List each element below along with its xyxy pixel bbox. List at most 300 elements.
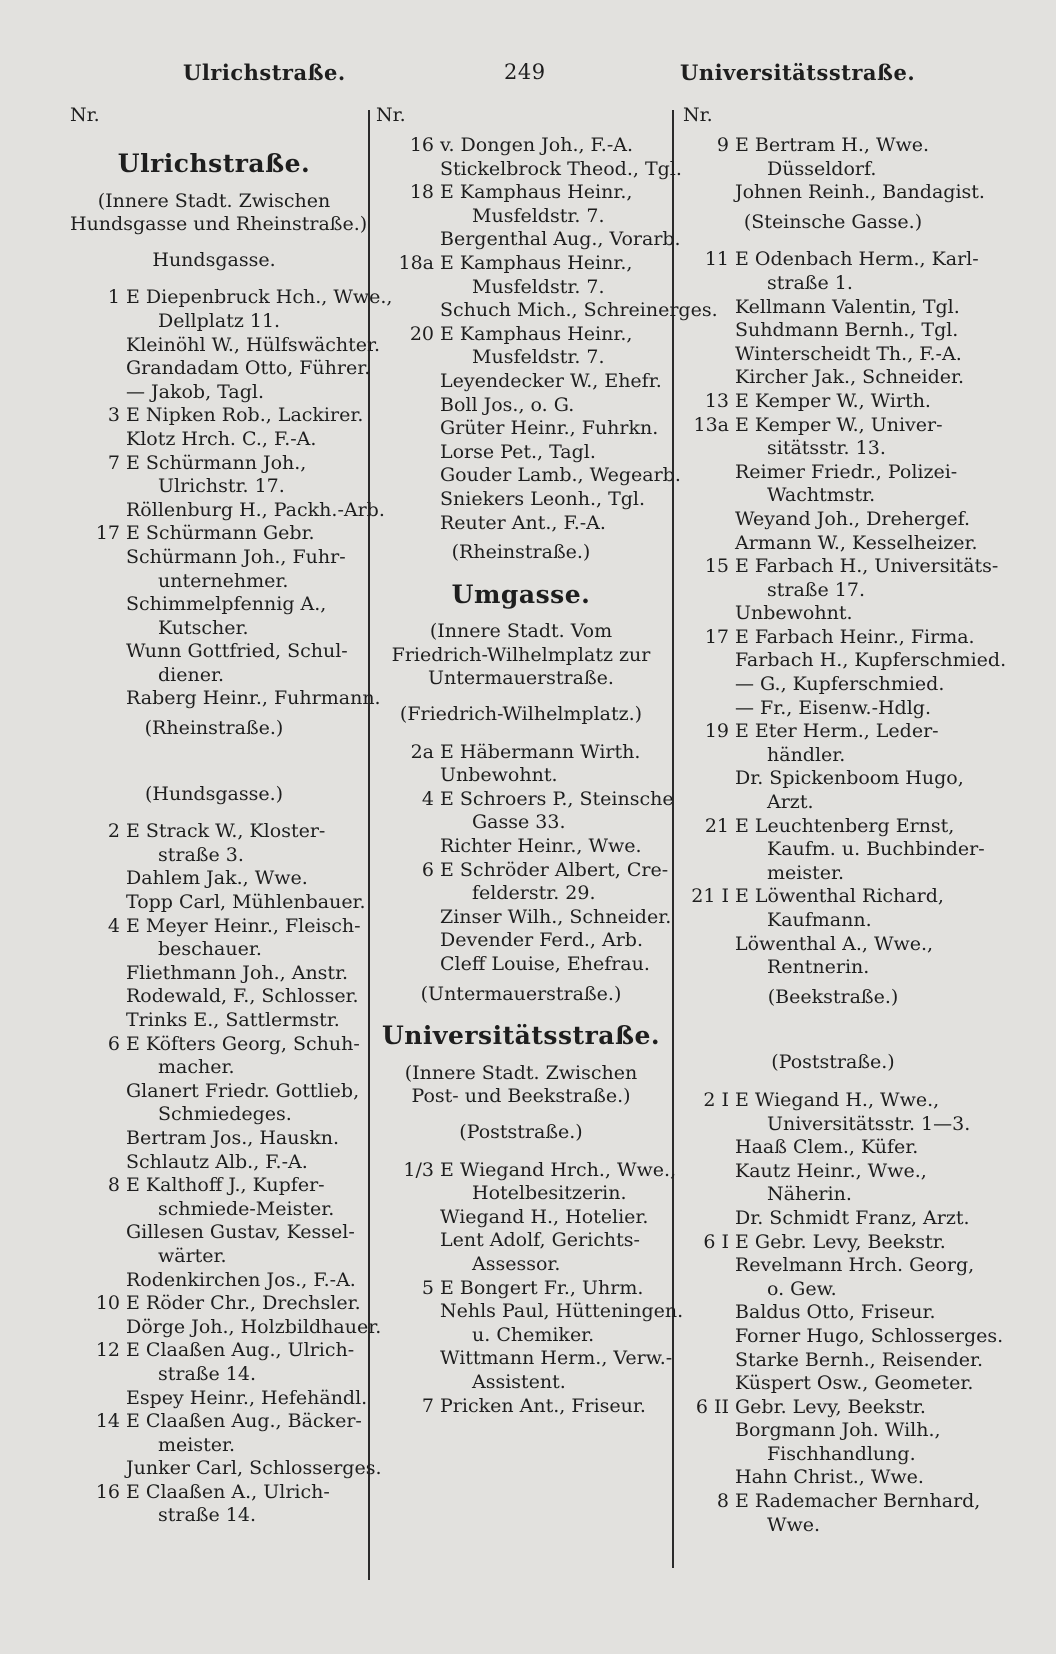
- house-number: 3: [107, 404, 120, 427]
- entry-line: E Diepenbruck Hch., Wwe.,: [126, 286, 393, 309]
- resident-text: [126, 546, 358, 593]
- section-gap: [683, 1023, 983, 1045]
- directory-entry: [70, 1221, 358, 1268]
- cross-street: (Poststraße.): [459, 1120, 583, 1143]
- resident-text: [735, 181, 985, 205]
- entry-continuation: unternehmer.: [158, 569, 289, 592]
- resident-text: [735, 626, 983, 650]
- entry-line: Borgmann Joh. Wilh.,: [735, 1419, 941, 1442]
- house-number: 16: [409, 134, 434, 156]
- resident-text: [440, 859, 668, 906]
- resident-text: [735, 602, 983, 626]
- entry-continuation: straße 14.: [158, 1362, 256, 1385]
- directory-entry: [683, 1207, 983, 1231]
- directory-entry: [70, 546, 358, 593]
- resident-text: [440, 835, 666, 859]
- column-1: [70, 104, 393, 1528]
- resident-text: [126, 593, 358, 640]
- directory-entry: [70, 498, 385, 523]
- directory-entry: [683, 720, 983, 767]
- house-number: 2 I: [703, 1088, 729, 1111]
- house-number: 17: [704, 625, 729, 648]
- house-number: 10: [95, 1292, 120, 1315]
- directory-entry: [70, 1481, 358, 1528]
- entry-line: E Rademacher Bernhard,: [735, 1490, 981, 1513]
- directory-entry: [376, 1395, 666, 1419]
- resident-text: [440, 394, 666, 418]
- directory-entry: [70, 820, 358, 867]
- entry-line: E Claaßen A., Ulrich-: [126, 1480, 330, 1503]
- entry-line: Glanert Friedr. Gottlieb,: [126, 1079, 360, 1102]
- entry-line: Nehls Paul, Hütteningen.: [440, 1300, 684, 1323]
- resident-text: [735, 1419, 983, 1466]
- resident-text: [126, 452, 358, 499]
- resident-text: [126, 1009, 358, 1033]
- resident-text: [440, 252, 666, 299]
- cross-street: (Friedrich-Wilhelmplatz.): [399, 703, 643, 726]
- running-header-right: Universitätsstraße.: [680, 60, 916, 85]
- resident-text: [735, 933, 983, 980]
- entry-line: Bergenthal Aug., Vorarb.: [440, 228, 681, 251]
- entry-line: Revelmann Hrch. Georg,: [735, 1254, 975, 1277]
- entry-continuation: Schmiedeges.: [158, 1103, 292, 1126]
- directory-entry: [70, 1410, 362, 1457]
- entry-line: Armann W., Kesselheizer.: [735, 531, 978, 554]
- directory-entry: [683, 1231, 983, 1255]
- resident-text: [440, 1206, 666, 1230]
- entry-line: Forner Hugo, Schlosserges.: [735, 1324, 1004, 1347]
- house-number: 15: [704, 555, 729, 578]
- house-number: 2: [107, 820, 120, 843]
- directory-entry: [683, 461, 983, 508]
- house-number: 20: [409, 322, 434, 345]
- street-description: [376, 620, 666, 691]
- entry-continuation: straße 3.: [158, 843, 244, 866]
- directory-entry: [376, 394, 666, 418]
- directory-entry: [376, 929, 666, 953]
- cross-street: (Hundsgasse.): [144, 782, 284, 805]
- directory-entry: [376, 905, 672, 930]
- directory-entry: [70, 357, 371, 381]
- resident-text: [126, 1481, 358, 1528]
- entry-line: Baldus Otto, Friseur.: [735, 1301, 936, 1324]
- house-number: 2a: [410, 740, 434, 763]
- resident-text: [440, 323, 666, 370]
- entry-continuation: Assessor.: [472, 1252, 561, 1275]
- directory-entry: [376, 323, 666, 370]
- entry-line: Fliethmann Joh., Anstr.: [126, 961, 349, 984]
- directory-entry: [70, 985, 358, 1009]
- entry-continuation: sitätsstr. 13.: [767, 437, 886, 460]
- entry-line: Unbewohnt.: [735, 602, 853, 625]
- directory-entry: [376, 1347, 673, 1394]
- resident-text: [735, 1349, 983, 1373]
- entry-continuation: u. Chemiker.: [472, 1323, 595, 1346]
- directory-entry: [70, 962, 358, 986]
- resident-text: [126, 499, 385, 523]
- entry-line: Pricken Ant., Friseur.: [440, 1394, 646, 1417]
- resident-text: [126, 687, 381, 711]
- resident-text: [735, 555, 998, 602]
- directory-entry: [683, 1490, 983, 1537]
- entry-line: E Wiegand H., Wwe.,: [735, 1088, 940, 1111]
- directory-entry: [70, 522, 358, 546]
- entry-line: E Kemper W., Wirth.: [735, 389, 931, 412]
- cross-street: (Steinsche Gasse.): [743, 210, 923, 233]
- directory-entry: [70, 1269, 358, 1293]
- entry-line: Sniekers Leonh., Tgl.: [440, 487, 646, 510]
- directory-entry: [683, 1349, 983, 1373]
- directory-entry: [376, 835, 666, 859]
- entry-continuation: felderstr. 29.: [472, 882, 596, 905]
- resident-text: [440, 158, 682, 182]
- directory-entry: [70, 914, 361, 962]
- description-line: Untermauerstraße.: [428, 667, 614, 690]
- entry-line: Weyand Joh., Drehergef.: [735, 507, 971, 530]
- directory-entry: [70, 1080, 358, 1127]
- entry-continuation: Hotelbesitzerin.: [472, 1182, 627, 1205]
- resident-text: [735, 1372, 983, 1396]
- entry-line: E Strack W., Kloster-: [126, 820, 326, 843]
- house-number: 21 I: [691, 885, 729, 908]
- resident-text: [126, 962, 358, 986]
- entry-continuation: schmiede-Meister.: [158, 1197, 335, 1220]
- resident-text: [735, 885, 983, 932]
- street-title: Universitätsstraße.: [381, 1021, 661, 1051]
- resident-text: [126, 1221, 358, 1268]
- directory-entry: [683, 1136, 983, 1160]
- resident-text: [126, 1151, 358, 1175]
- house-number: 8: [107, 1174, 120, 1197]
- resident-text: [735, 767, 983, 814]
- entry-line: Lorse Pet., Tagl.: [440, 440, 596, 463]
- directory-entry: [683, 1466, 983, 1490]
- entry-line: Richter Heinr., Wwe.: [440, 835, 642, 858]
- directory-entry: [683, 626, 983, 650]
- street-description: [376, 1062, 666, 1109]
- entry-line: E Eter Herm., Leder-: [735, 720, 939, 743]
- resident-text: [440, 512, 666, 536]
- house-number: 8: [716, 1490, 729, 1513]
- directory-entry: [683, 248, 983, 295]
- directory-entry: [683, 933, 983, 980]
- entry-continuation: Näherin.: [767, 1183, 852, 1206]
- entry-line: E Bongert Fr., Uhrm.: [440, 1276, 644, 1299]
- entry-line: Dahlem Jak., Wwe.: [126, 867, 308, 890]
- column-divider-2: [672, 110, 674, 1568]
- directory-entry: [683, 1301, 983, 1325]
- cross-street: (Beekstraße.): [767, 985, 899, 1008]
- entry-continuation: straße 14.: [158, 1504, 256, 1527]
- entry-line: Cleff Louise, Ehefrau.: [440, 953, 650, 975]
- resident-text: [735, 343, 983, 367]
- resident-text: [440, 488, 666, 512]
- resident-text: [735, 1396, 983, 1420]
- entry-line: E Schröder Albert, Cre-: [440, 858, 669, 881]
- entry-continuation: Gasse 33.: [472, 811, 566, 834]
- house-number: 12: [95, 1339, 120, 1362]
- resident-text: [440, 764, 666, 788]
- entry-continuation: Rentnerin.: [767, 956, 870, 979]
- entry-line: Farbach H., Kupferschmied.: [735, 649, 1007, 672]
- entry-line: Dörge Joh., Holzbildhauer.: [126, 1315, 382, 1338]
- resident-text: [735, 1089, 983, 1136]
- entry-line: Wunn Gottfried, Schul-: [126, 640, 348, 663]
- resident-text: [126, 1127, 358, 1151]
- entry-continuation: macher.: [158, 1056, 235, 1079]
- resident-text: [735, 366, 983, 390]
- entry-line: Kellmann Valentin, Tgl.: [735, 295, 960, 318]
- resident-text: [440, 228, 681, 252]
- directory-entry: [376, 1229, 666, 1276]
- entry-line: E Schürmann Gebr.: [126, 522, 315, 545]
- entry-continuation: straße 17.: [767, 578, 865, 601]
- entry-line: E Röder Chr., Drechsler.: [126, 1292, 361, 1315]
- directory-entry: [70, 891, 366, 915]
- resident-text: [735, 1466, 983, 1490]
- directory-entry: [70, 1174, 358, 1221]
- resident-text: [735, 248, 983, 295]
- cross-street: (Rheinstraße.): [144, 717, 284, 740]
- entry-line: Topp Carl, Mühlenbauer.: [126, 891, 366, 914]
- cross-street: (Poststraße.): [771, 1051, 895, 1074]
- running-header-left: Ulrichstraße.: [183, 60, 346, 85]
- directory-entry: [376, 464, 681, 488]
- resident-text: [126, 522, 358, 546]
- entry-continuation: Arzt.: [767, 791, 814, 814]
- directory-entry: [376, 741, 666, 765]
- entry-line: E Farbach H., Universitäts-: [735, 555, 999, 578]
- resident-text: [126, 640, 358, 687]
- entry-line: v. Dongen Joh., F.-A.: [440, 134, 634, 156]
- resident-text: [440, 953, 666, 977]
- resident-text: [440, 1159, 676, 1206]
- directory-entry: [683, 296, 983, 320]
- entry-line: Wittmann Herm., Verw.-: [440, 1347, 673, 1370]
- street-title: Ulrichstraße.: [117, 149, 311, 178]
- directory-entry: [376, 764, 666, 788]
- entry-line: Dr. Schmidt Franz, Arzt.: [735, 1206, 970, 1229]
- entry-line: Rodenkirchen Jos., F.-A.: [126, 1268, 356, 1291]
- resident-text: [440, 441, 666, 465]
- entry-line: Espey Heinr., Hefehändl.: [126, 1386, 368, 1409]
- entry-line: Zinser Wilh., Schneider.: [440, 905, 672, 928]
- resident-text: [440, 788, 674, 835]
- directory-entry: [683, 1254, 983, 1301]
- house-number: 18: [409, 181, 434, 204]
- resident-text: [126, 334, 380, 358]
- house-number: 11: [704, 248, 729, 271]
- street-description: [70, 189, 368, 237]
- resident-text: [126, 1457, 382, 1481]
- entry-line: Unbewohnt.: [440, 764, 558, 787]
- entry-continuation: Universitätsstr. 1—3.: [767, 1112, 971, 1135]
- entry-line: Lent Adolf, Gerichts-: [440, 1229, 640, 1252]
- entry-line: E Wiegand Hrch., Wwe.,: [440, 1158, 677, 1181]
- entry-line: Leyendecker W., Ehefr.: [440, 369, 662, 392]
- directory-entry: [70, 1339, 358, 1386]
- directory-entry: [70, 333, 380, 358]
- resident-text: [126, 381, 358, 405]
- directory-entry: [683, 508, 983, 532]
- house-number: 13a: [693, 413, 729, 436]
- entry-line: E Nipken Rob., Lackirer.: [126, 404, 364, 427]
- house-number: 19: [704, 720, 729, 743]
- entry-continuation: meister.: [158, 1433, 236, 1456]
- directory-entry: [683, 1396, 983, 1420]
- entry-line: — G., Kupferschmied.: [735, 673, 945, 696]
- directory-entry: [683, 532, 983, 556]
- entry-line: E Kemper W., Univer-: [735, 413, 943, 436]
- resident-text: [440, 370, 666, 394]
- resident-text: [126, 820, 358, 867]
- resident-text: [440, 1229, 666, 1276]
- entry-line: Trinks E., Sattlermstr.: [126, 1009, 340, 1031]
- resident-text: [735, 461, 983, 508]
- entry-line: Boll Jos., o. G.: [440, 393, 575, 416]
- house-number: 17: [95, 522, 120, 545]
- house-number: 13: [704, 389, 729, 412]
- entry-continuation: Musfeldstr. 7.: [472, 275, 605, 298]
- resident-text: [735, 649, 1006, 673]
- directory-entry: [376, 858, 669, 906]
- entry-line: E Schürmann Joh.,: [126, 451, 307, 474]
- description-line: (Innere Stadt. Vom: [429, 620, 613, 643]
- house-number: 9: [716, 134, 729, 156]
- directory-entry: [683, 319, 983, 343]
- house-number: 6 I: [703, 1230, 729, 1253]
- resident-text: [126, 286, 392, 333]
- resident-text: [440, 906, 671, 930]
- directory-entry: [376, 157, 682, 182]
- directory-entry: [376, 787, 674, 835]
- directory-entry: [376, 441, 666, 465]
- directory-entry: [683, 697, 983, 721]
- house-number: 6 II: [695, 1395, 729, 1418]
- resident-text: [735, 1207, 983, 1231]
- directory-entry: [683, 390, 983, 414]
- resident-text: [735, 1490, 983, 1537]
- entry-line: Klotz Hrch. C., F.-A.: [126, 427, 317, 450]
- resident-text: [126, 1339, 358, 1386]
- resident-text: [735, 815, 985, 886]
- house-number: 7: [107, 451, 120, 474]
- directory-entry: [376, 417, 666, 441]
- directory-entry: [376, 488, 666, 512]
- directory-entry: [70, 1033, 358, 1080]
- nr-label: Nr.: [683, 104, 713, 126]
- directory-entry: [683, 815, 983, 886]
- house-number: 18a: [398, 251, 434, 274]
- entry-line: E Kamphaus Heinr.,: [440, 181, 633, 204]
- directory-entry: [683, 885, 983, 932]
- entry-line: Junker Carl, Schlosserges.: [126, 1457, 382, 1480]
- directory-entry: [683, 555, 999, 602]
- resident-text: [735, 390, 983, 414]
- entry-line: E Köfters Georg, Schuh-: [126, 1032, 360, 1055]
- directory-entry: [683, 181, 983, 205]
- resident-text: [440, 134, 666, 158]
- directory-entry: [70, 1386, 368, 1411]
- resident-text: [735, 720, 983, 767]
- resident-text: [126, 1033, 360, 1080]
- entry-line: Kautz Heinr., Wwe.,: [735, 1159, 927, 1182]
- resident-text: [126, 1174, 358, 1221]
- page-number: 249: [504, 60, 546, 84]
- house-number: 4: [421, 787, 434, 810]
- entry-line: Dr. Spickenboom Hugo,: [735, 767, 964, 790]
- resident-text: [735, 532, 983, 556]
- house-number: 21: [704, 814, 729, 837]
- directory-entry: [683, 673, 983, 697]
- entry-continuation: straße 1.: [767, 271, 853, 294]
- entry-continuation: Musfeldstr. 7.: [472, 346, 605, 369]
- entry-line: Gebr. Levy, Beekstr.: [735, 1395, 926, 1418]
- entry-continuation: diener.: [158, 663, 224, 686]
- resident-text: [126, 1410, 362, 1457]
- entry-line: Johnen Reinh., Bandagist.: [735, 181, 985, 204]
- resident-text: [735, 673, 983, 697]
- entry-line: E Claaßen Aug., Ulrich-: [126, 1339, 355, 1362]
- directory-entry: [376, 953, 666, 977]
- resident-text: [735, 1325, 1003, 1349]
- resident-text: [126, 1080, 359, 1127]
- directory-entry: [376, 1300, 684, 1347]
- entry-line: Gouder Lamb., Wegearb.: [440, 464, 681, 487]
- directory-entry: [70, 1009, 358, 1033]
- directory-entry: [70, 286, 393, 333]
- resident-text: [440, 464, 681, 488]
- entry-continuation: Dellplatz 11.: [158, 309, 281, 332]
- resident-text: [735, 296, 983, 320]
- directory-entry: [376, 1206, 666, 1230]
- directory-entry: [683, 767, 983, 814]
- house-number: 4: [107, 914, 120, 937]
- resident-text: [126, 985, 359, 1009]
- resident-text: [126, 915, 361, 962]
- house-number: 7: [421, 1394, 434, 1417]
- entry-continuation: Kaufmann.: [767, 909, 872, 931]
- directory-entry: [70, 687, 381, 711]
- directory-entry: [683, 1324, 1004, 1349]
- description-line: (Innere Stadt. Zwischen: [97, 189, 331, 212]
- entry-line: Schuch Mich., Schreinerges.: [440, 299, 718, 322]
- directory-entry: [376, 228, 681, 252]
- directory-entry: [683, 649, 1007, 673]
- entry-line: Kircher Jak., Schneider.: [735, 366, 965, 389]
- entry-line: Devender Ferd., Arb.: [440, 929, 643, 952]
- entry-line: Röllenburg H., Packh.-Arb.: [126, 498, 385, 521]
- entry-line: Haaß Clem., Küfer.: [735, 1136, 919, 1159]
- entry-continuation: Wwe.: [767, 1513, 821, 1536]
- directory-entry: [70, 381, 358, 405]
- resident-text: [126, 1269, 358, 1293]
- entry-line: E Häbermann Wirth.: [440, 740, 641, 763]
- resident-text: [440, 741, 666, 765]
- directory-entry: [376, 252, 666, 299]
- directory-entry: [70, 452, 358, 499]
- entry-continuation: beschauer.: [158, 938, 262, 961]
- street-title: Umgasse.: [451, 579, 591, 609]
- directory-entry: [70, 1315, 382, 1340]
- entry-line: Küspert Osw., Geometer.: [735, 1372, 974, 1395]
- entry-line: Suhdmann Bernh., Tgl.: [735, 319, 959, 342]
- entry-line: Kleinöhl W., Hülfswächter.: [126, 333, 380, 356]
- resident-text: [440, 417, 666, 441]
- directory-entry: [70, 640, 358, 687]
- resident-text: [126, 1292, 361, 1316]
- column-3: [683, 104, 1007, 1537]
